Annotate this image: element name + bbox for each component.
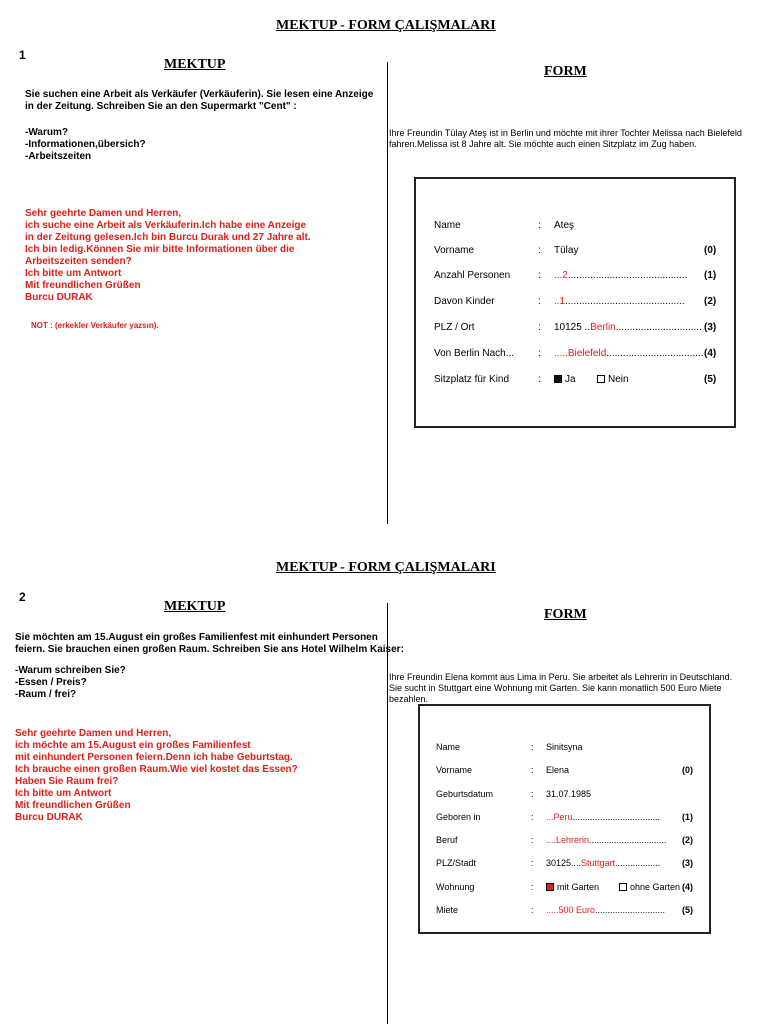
answer-text: ...2: [554, 270, 568, 281]
option-mit-garten[interactable]: [546, 882, 599, 892]
field-label: Miete: [436, 905, 459, 915]
answer-text: ...Peru: [546, 812, 573, 822]
letter-line: Mit freundlichen Grüßen: [25, 280, 141, 291]
field-value[interactable]: [546, 905, 665, 915]
field-label: Geburtsdatum: [436, 789, 494, 799]
option-ja[interactable]: [554, 374, 576, 385]
field-value[interactable]: [546, 812, 660, 822]
task-point: -Raum / frei?: [15, 689, 77, 700]
checkbox-icon: [619, 883, 627, 891]
answer-text: .....Bielefeld: [554, 348, 607, 359]
dots: ...............................: [615, 322, 702, 333]
item-number: (1): [704, 270, 717, 281]
field-colon: :: [538, 348, 541, 359]
field-value[interactable]: [554, 270, 687, 281]
value-text: Sinitsyna: [546, 742, 583, 752]
letter-line: Haben Sie Raum frei?: [15, 776, 119, 787]
field-colon: :: [538, 270, 541, 281]
field-colon: :: [531, 858, 534, 868]
field-colon: :: [531, 789, 534, 799]
value-text: Tülay: [554, 245, 579, 256]
page-header: MEKTUP - FORM ÇALIŞMALARI: [276, 560, 496, 575]
item-number: (2): [704, 296, 717, 307]
option-nein[interactable]: [597, 374, 629, 385]
letter-line: Ich bitte um Antwort: [15, 788, 112, 799]
field-colon: :: [531, 882, 534, 892]
section-number: 2: [19, 590, 26, 604]
answer-text: Berlin: [590, 322, 616, 333]
field-colon: :: [531, 765, 534, 775]
task-line: Sie möchten am 15.August ein großes Familienfest mit einhundert Personen: [15, 632, 378, 643]
field-label: Beruf: [436, 835, 458, 845]
dots: ..................: [615, 858, 661, 868]
letter-line: Burcu DURAK: [25, 292, 93, 303]
field-value[interactable]: [554, 296, 685, 307]
letter-line: Ich bitte um Antwort: [25, 268, 122, 279]
letter-line: Sehr geehrte Damen und Herren,: [25, 208, 182, 219]
intro-line: Ihre Freundin Elena kommt aus Lima in Peru. Sie arbeitet als Lehrerin in Deutschland.: [389, 672, 733, 682]
letter-line: ich suche eine Arbeit als Verkäuferin.Ich habe eine Anzeige: [25, 220, 307, 231]
field-value[interactable]: [546, 835, 667, 845]
dots: ...........................................: [567, 270, 688, 281]
item-number: (1): [682, 812, 693, 822]
item-number: (0): [682, 765, 693, 775]
checked-checkbox-icon: [554, 375, 562, 383]
item-number: (3): [704, 322, 717, 333]
letter-line: Burcu DURAK: [15, 812, 83, 823]
field-colon: :: [538, 296, 541, 307]
field-label: Geboren in: [436, 812, 481, 822]
item-number: (3): [682, 858, 693, 868]
answer-text: ....Lehrerin: [546, 835, 590, 845]
field-label: Sitzplatz für Kind: [434, 374, 510, 385]
value-text: 10125 ..: [554, 322, 591, 333]
letter-text: [15, 728, 298, 824]
field-value[interactable]: [554, 220, 574, 231]
task-point: -Warum?: [25, 127, 68, 138]
letter-line: mit einhundert Personen feiern.Denn ich habe Geburtstag.: [15, 752, 293, 763]
column-divider: [387, 62, 388, 524]
form-box: [418, 704, 711, 934]
option-ohne-garten[interactable]: [619, 882, 680, 892]
field-label: Anzahl Personen: [434, 270, 511, 281]
field-colon: :: [531, 812, 534, 822]
letter-line: Mit freundlichen Grüßen: [15, 800, 131, 811]
letter-line: in der Zeitung gelesen.Ich bin Burcu Durak und 27 Jahre alt.: [25, 232, 311, 243]
task-point: -Essen / Preis?: [15, 677, 87, 688]
field-colon: :: [531, 835, 534, 845]
intro-line: fahren.Melissa ist 8 Jahre alt. Sie möchte auch einen Sitzplatz im Zug haben.: [389, 139, 697, 149]
field-value[interactable]: [546, 789, 591, 799]
intro-line: bezahlen.: [389, 694, 429, 704]
dots: ...............................: [589, 835, 667, 845]
field-label: Vorname: [434, 245, 475, 256]
option-label: Nein: [608, 374, 629, 385]
item-number: (2): [682, 835, 693, 845]
field-value[interactable]: [554, 348, 704, 359]
task-line: in der Zeitung. Schreiben Sie an den Supermarkt "Cent" :: [25, 101, 297, 112]
letter-line: ich möchte am 15.August ein großes Familienfest: [15, 740, 251, 751]
dots: ............................: [595, 905, 666, 915]
note: NOT : (erkekler Verkäufer yazsın).: [31, 321, 159, 330]
field-value[interactable]: [546, 858, 660, 868]
form-title: FORM: [544, 607, 587, 622]
task-points: [25, 127, 146, 163]
letter-line: Sehr geehrte Damen und Herren,: [15, 728, 172, 739]
field-colon: :: [531, 742, 534, 752]
task-point: -Informationen,übersich?: [25, 139, 146, 150]
field-value[interactable]: [546, 742, 583, 752]
task-point: -Arbeitszeiten: [25, 151, 92, 162]
field-colon: :: [538, 220, 541, 231]
option-label: mit Garten: [557, 882, 600, 892]
item-number: (5): [682, 905, 693, 915]
option-label: ohne Garten: [630, 882, 681, 892]
checked-checkbox-icon: [546, 883, 554, 891]
item-number: (4): [704, 348, 717, 359]
answer-text: ..1: [554, 296, 566, 307]
dots: ...................................: [606, 348, 704, 359]
value-text: Elena: [546, 765, 570, 775]
section-number: 1: [19, 48, 26, 62]
intro-line: Ihre Freundin Tülay Ateş ist in Berlin und möchte mit ihrer Tochter Melissa nach Bielefeld: [389, 128, 742, 138]
field-label: PLZ / Ort: [434, 322, 475, 333]
mektup-title: MEKTUP: [164, 57, 226, 72]
option-label: Ja: [565, 374, 576, 385]
dots: ...................................: [572, 812, 661, 822]
answer-text: Stuttgart: [581, 858, 616, 868]
intro-line: Sie sucht in Stuttgart eine Wohnung mit Garten. Sie kann monatlich 500 Euro Miete: [389, 683, 722, 693]
letter-text: [25, 208, 311, 304]
form-title: FORM: [544, 64, 587, 79]
field-value[interactable]: [546, 765, 569, 775]
page-header: MEKTUP - FORM ÇALIŞMALARI: [276, 18, 496, 33]
letter-line: Arbeitszeiten senden?: [25, 256, 132, 267]
field-colon: :: [538, 245, 541, 256]
field-colon: :: [538, 374, 541, 385]
column-divider: [387, 603, 388, 1024]
checkbox-icon: [597, 375, 605, 383]
dots: ...........................................: [565, 296, 685, 307]
value-text: 31.07.1985: [546, 789, 592, 799]
value-text: Ateş: [554, 220, 575, 231]
value-text: 30125....: [546, 858, 582, 868]
task-line: feiern. Sie brauchen einen großen Raum. Schreiben Sie ans Hotel Wilhelm Kaiser:: [15, 644, 404, 655]
field-label: Vorname: [436, 765, 473, 775]
task-line: Sie suchen eine Arbeit als Verkäufer (Verkäuferin). Sie lesen eine Anzeige: [25, 89, 374, 100]
form-intro: [389, 128, 742, 150]
item-number: (0): [704, 245, 717, 256]
field-label: PLZ/Stadt: [436, 858, 477, 868]
task-description: [25, 89, 373, 113]
task-description: [15, 632, 404, 656]
item-number: (4): [682, 882, 693, 892]
form-intro: [389, 672, 732, 705]
task-point: -Warum schreiben Sie?: [15, 665, 126, 676]
field-colon: :: [531, 905, 534, 915]
field-label: Name: [434, 220, 461, 231]
field-colon: :: [538, 322, 541, 333]
mektup-title: MEKTUP: [164, 599, 226, 614]
form-box: [414, 177, 736, 428]
letter-line: Ich bin ledig.Können Sie mir bitte Informationen über die: [25, 244, 295, 255]
field-value[interactable]: [554, 322, 702, 333]
letter-line: Ich brauche einen großen Raum.Wie viel kostet das Essen?: [15, 764, 298, 775]
field-value[interactable]: [554, 245, 578, 256]
field-label: Davon Kinder: [434, 296, 495, 307]
item-number: (5): [704, 374, 717, 385]
task-points: [15, 665, 126, 701]
field-label: Von Berlin Nach...: [434, 348, 515, 359]
answer-text: .....500 Euro: [546, 905, 596, 915]
field-label: Name: [436, 742, 461, 752]
field-label: Wohnung: [436, 882, 475, 892]
